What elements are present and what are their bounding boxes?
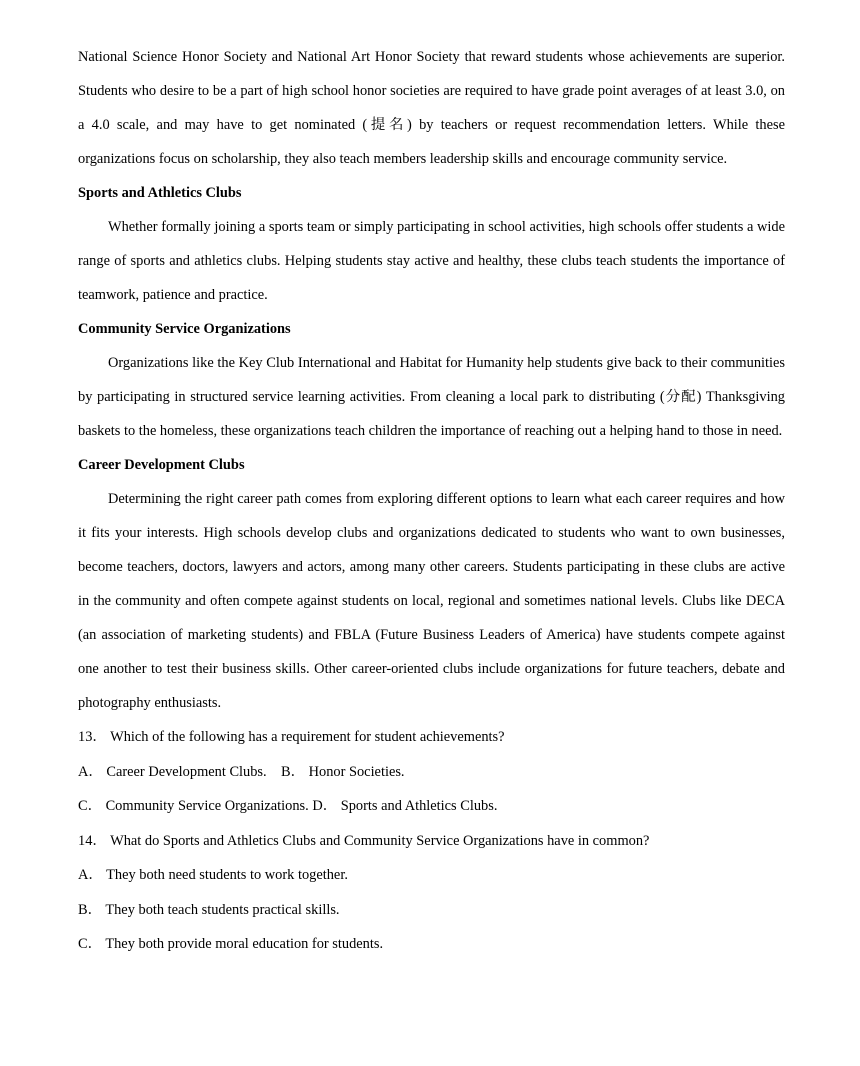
question-14-option-b: B． They both teach students practical skills.	[78, 901, 340, 918]
community-service-heading: Community Service Organizations	[78, 321, 291, 337]
sports-clubs-heading: Sports and Athletics Clubs	[78, 185, 242, 201]
community-service-paragraph: Organizations like the Key Club International and Habitat for Humanity help students give back to their communities by participating in structured service learning activities. From cleaning a local park to distributing (分配) Thanksgiving baskets to the homeless, these organizations teach children the importance of reaching out a helping hand to those in need.	[78, 355, 785, 439]
question-13-options-row-1: A． Career Development Clubs. B． Honor Societies.	[78, 763, 405, 780]
question-13-stem: 13． Which of the following has a requirement for student achievements?	[78, 729, 505, 745]
career-clubs-paragraph: Determining the right career path comes from exploring different options to learn what each career requires and how it fits your interests. High schools develop clubs and organizations dedicated to students who want to own businesses, become teachers, doctors, lawyers and actors, among many other careers. Students participating in these clubs are active in the community and often compete against students on local, regional and sometimes national levels. Clubs like DECA (an association of marketing students) and FBLA (Future Business Leaders of America) have students compete against one another to test their business skills. Other career-oriented clubs include organizations for future teachers, debate and photography enthusiasts.	[78, 491, 785, 711]
passage-content	[78, 40, 785, 962]
question-14-stem: 14． What do Sports and Athletics Clubs and Community Service Organizations have in common?	[78, 832, 650, 849]
honor-societies-paragraph: National Science Honor Society and National Art Honor Society that reward students whose achievements are superior. Students who desire to be a part of high school honor societies are required to have grade point averages of at least 3.0, on a 4.0 scale, and may have to get nominated (提名) by teachers or request recommendation letters. While these organizations focus on scholarship, they also teach members leadership skills and encourage community service.	[78, 49, 785, 167]
question-13	[78, 720, 785, 824]
career-clubs-heading: Career Development Clubs	[78, 457, 245, 473]
question-14-option-c: C． They both provide moral education for students.	[78, 936, 384, 952]
sports-clubs-paragraph: Whether formally joining a sports team or simply participating in school activities, high schools offer students a wide range of sports and athletics clubs. Helping students stay active and healthy, these clubs teach students the importance of teamwork, patience and practice.	[78, 219, 785, 303]
question-13-options-row-2: C． Community Service Organizations. D． Sports and Athletics Clubs.	[78, 798, 498, 814]
question-14	[78, 824, 785, 962]
question-14-option-a: A． They both need students to work together.	[78, 867, 348, 883]
